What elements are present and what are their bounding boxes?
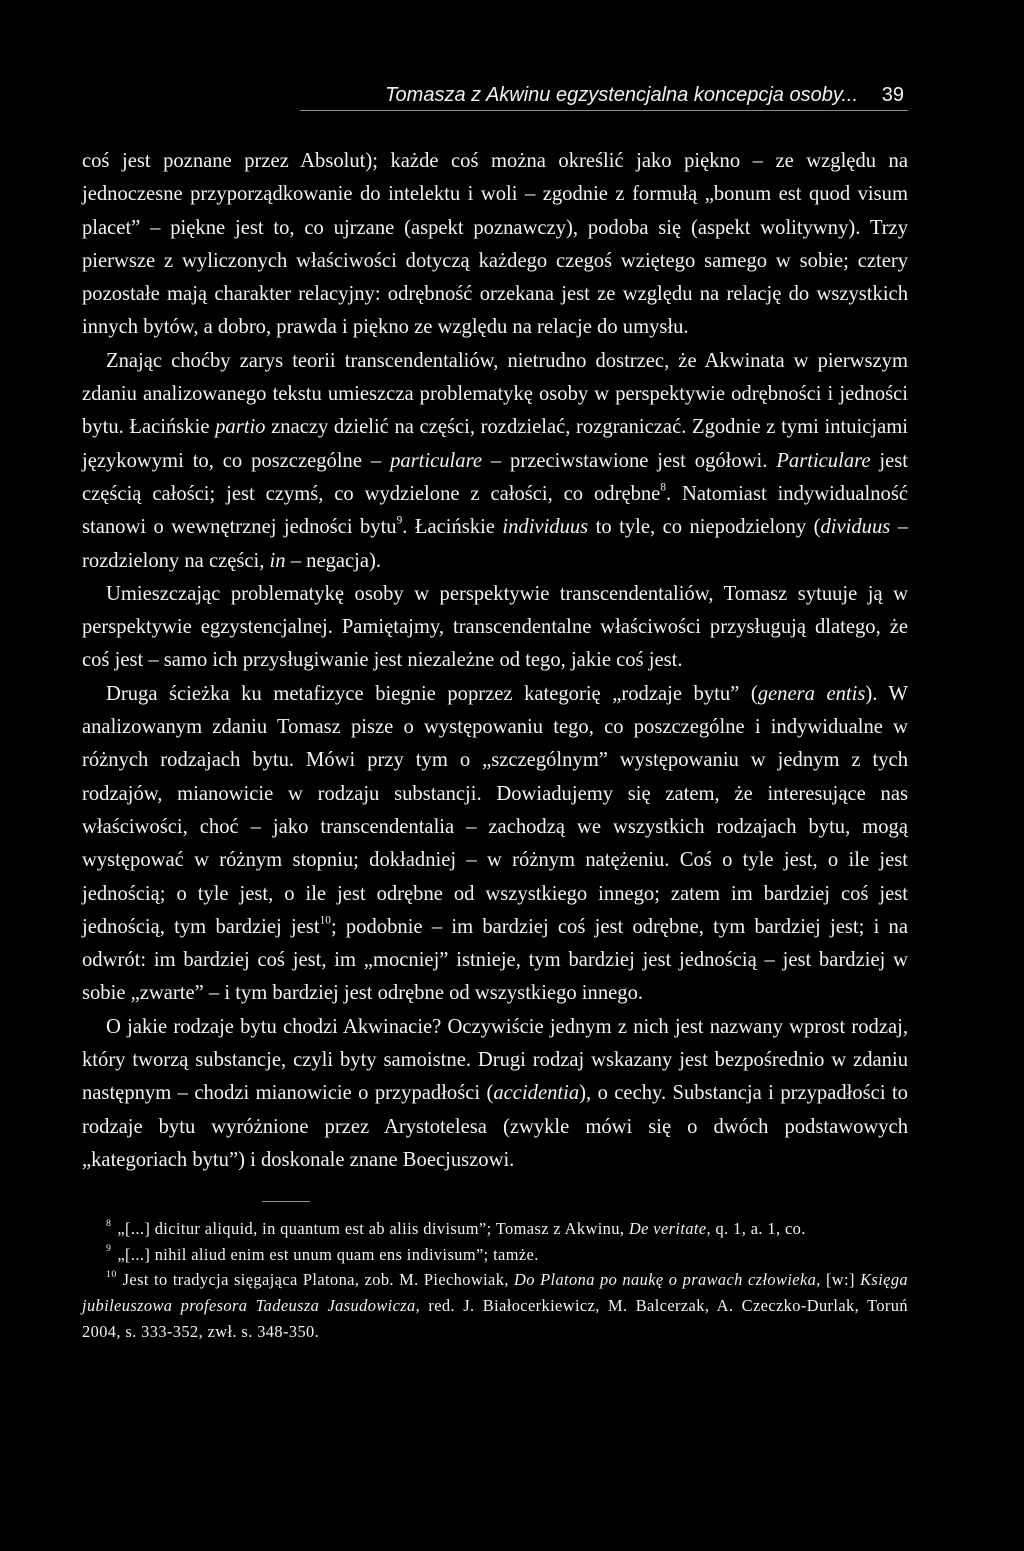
paragraph bbox=[82, 145, 908, 345]
text-run: Druga ścieżka ku metafizyce biegnie poprzez kategorię „rodzaje bytu” ( bbox=[106, 682, 758, 705]
text-run: O jakie rodzaje bytu chodzi Akwinacie? Oczywiście jednym z nich jest nazwany wprost rodzaj, który tworzą substancje, czyli byty samoistne. Drugi rodzaj wskazany jest bezpośrednio w zdaniu następnym – chodzi mianowicie o przypadłości ( bbox=[82, 1015, 908, 1105]
main-text bbox=[82, 145, 908, 1177]
text-run: to tyle, co niepodzielony ( bbox=[588, 516, 821, 539]
italic-term: dividuus bbox=[820, 516, 891, 539]
text-run: – przeciwstawione jest ogółowi. bbox=[481, 449, 777, 472]
footnote-separator bbox=[262, 1201, 310, 1202]
text-run: ). W analizowanym zdaniu Tomasz pisze o występowaniu tego, co poszczególne i indywidualne w różnych rodzajach bytu. Mówi przy tym o „szczególnym” występowaniu w jednym z tych rodzajów, mianowicie w rodzaju substancji. Dowiadujemy się zatem, że interesujące nas właściwości, choć – jako transcendentalia – zachodzą we wszystkich rodzajach bytu, mogą występować w różnym stopniu; dokładniej – w różnym natężeniu. Coś o tyle jest, o ile jest jednością; o tyle jest, o ile jest odrębne od wszystkiego innego; zatem im bardziej coś jest jednością, tym bardziej jest bbox=[82, 682, 908, 938]
text-run: – rozdzielony na części, bbox=[82, 516, 909, 572]
text-run: , [w:] bbox=[816, 1270, 861, 1290]
italic-term: Do Platona po naukę o prawach człowieka bbox=[514, 1270, 817, 1290]
italic-term: particulare bbox=[390, 449, 482, 472]
italic-term: genera entis bbox=[757, 682, 866, 705]
text-run: znaczy dzielić na części, rozdzielać, rozgraniczać. Zgodnie z tymi intuicjami językowymi to, co poszczególne – bbox=[82, 416, 908, 472]
text-run: . Natomiast indywidualność stanowi o wewnętrznej jedności bytu bbox=[82, 482, 908, 539]
text-run: – negacja). bbox=[285, 549, 382, 572]
italic-term: De veritate bbox=[628, 1219, 707, 1239]
footnote-ref: 8 bbox=[660, 481, 666, 494]
footnote-ref: 9 bbox=[396, 514, 403, 527]
italic-term: partio bbox=[215, 416, 266, 439]
text-run: Jest to tradycja sięgająca Platona, zob. M. Piechowiak, bbox=[122, 1270, 515, 1290]
text-run: Znając choćby zarys teorii transcendentaliów, nietrudno dostrzec, że Akwinata w pierwszym zdaniu analizowanego tekstu umieszcza problematykę osoby w perspektywie odrębności i jedności bytu. Łacińskie bbox=[82, 349, 908, 439]
paragraph bbox=[82, 1011, 908, 1177]
text-run: . Łacińskie bbox=[402, 516, 503, 539]
paragraph bbox=[82, 678, 908, 1011]
running-head-title: Tomasza z Akwinu egzystencjalna koncepcja osoby... bbox=[385, 84, 858, 106]
footnotes bbox=[82, 1216, 908, 1344]
footnote bbox=[82, 1242, 908, 1268]
paragraph bbox=[82, 345, 908, 578]
text-run: „[...] nihil aliud enim est unum quam ens indivisum”; tamże. bbox=[117, 1244, 539, 1264]
italic-term: Księga jubileuszowa profesora Tadeusza Jasudowicza bbox=[82, 1270, 909, 1315]
italic-term: Particulare bbox=[776, 449, 871, 472]
italic-term: in bbox=[269, 549, 286, 572]
text-run: , red. J. Białocerkiewicz, M. Balcerzak, A. Czeczko-Durlak, Toruń 2004, s. 333-352, zwł. s. 348-350. bbox=[82, 1295, 908, 1341]
text-run: Umieszczając problematykę osoby w perspektywie transcendentaliów, Tomasz sytuuje ją w perspektywie egzystencjalnej. Pamiętajmy, transcendentalne właściwości przysługują dlatego, że coś jest – samo ich przysługiwanie jest niezależne od tego, jakie coś jest. bbox=[82, 582, 908, 672]
text-run: coś jest poznane przez Absolut); każde coś można określić jako piękno – ze względu na jednoczesne przyporządkowanie do intelektu i woli – zgodnie z formułą „bonum est quod visum placet” – piękne jest to, co ujrzane (aspekt poznawczy), podoba się (aspekt wolitywny). Trzy pierwsze z wyliczonych właściwości dotyczą każdego czegoś wziętego samego w sobie; cztery pozostałe mają charakter relacyjny: odrębność orzekana jest ze względu na relację do wszystkich innych bytów, a dobro, prawda i piękno ze względu na relacje do umysłu. bbox=[82, 150, 908, 339]
footnote-ref: 10 bbox=[319, 914, 331, 927]
page-number: 39 bbox=[881, 84, 904, 106]
italic-term: individuus bbox=[502, 516, 589, 539]
running-head bbox=[82, 80, 908, 110]
text-run: „[...] dicitur aliquid, in quantum est ab aliis divisum”; Tomasz z Akwinu, bbox=[117, 1219, 629, 1239]
text-run: ), o cechy. Substancja i przypadłości to rodzaje bytu wyróżnione przez Arystotelesa (zwykle mówi się o dwóch podstawowych „kategoriach bytu”) i doskonale znane Boecjuszowi. bbox=[82, 1082, 908, 1171]
footnote-ref: 9 bbox=[106, 1243, 112, 1255]
book-page bbox=[82, 80, 908, 1344]
footnote-ref: 10 bbox=[106, 1269, 117, 1281]
italic-term: accidentia bbox=[493, 1082, 580, 1105]
header-rule bbox=[300, 110, 908, 111]
text-run: jest częścią całości; jest czymś, co wydzielone z całości, co odrębne bbox=[82, 449, 908, 505]
text-run: , q. 1, a. 1, co. bbox=[706, 1219, 806, 1239]
text-run: ; podobnie – im bardziej coś jest odrębne, tym bardziej jest; i na odwrót: im bardziej coś jest, im „mocniej” istnieje, tym bardziej jest jednością – jest bardziej w sobie „zwarte” – i tym bardziej jest odrębne od wszystkiego innego. bbox=[82, 915, 908, 1005]
footnote bbox=[82, 1216, 908, 1242]
footnote bbox=[82, 1267, 908, 1344]
paragraph bbox=[82, 578, 908, 678]
footnote-ref: 8 bbox=[106, 1217, 112, 1229]
